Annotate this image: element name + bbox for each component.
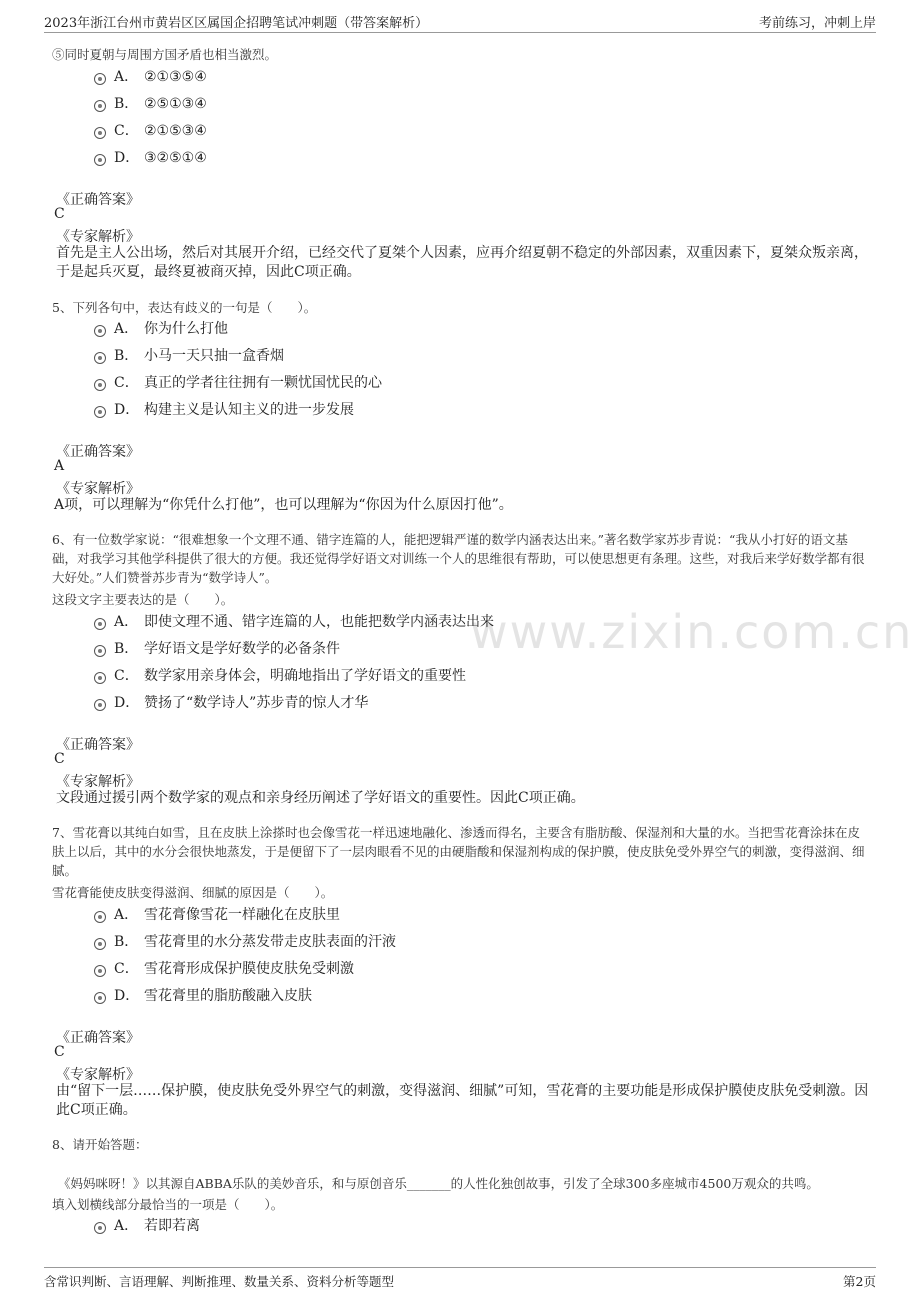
page-number: 第2页	[843, 1274, 876, 1289]
question-4-analysis-label: 《专家解析》	[56, 229, 140, 245]
document-title: 2023年浙江台州市黄岩区区属国企招聘笔试冲刺题（带答案解析）	[44, 16, 429, 31]
question-6-option-d[interactable]: D． 赞扬了“数学诗人”苏步青的惊人才华	[94, 692, 368, 712]
question-7-option-a[interactable]: A． 雪花膏像雪花一样融化在皮肤里	[94, 904, 340, 924]
page-header	[44, 8, 876, 33]
question-6-stem: 6、有一位数学家说：“很难想象一个文理不通、错字连篇的人，能把逻辑严谨的数学内涵表达出来。”著名数学家苏步青说：“我从小打好的语文基础，对我学习其他学科提供了很大的方便。我还觉得学好语文对训练一个人的思维很有帮助，可以使思想更有条理。这些，对我后来学好数学都有很大好处。”人们赞誉苏步青为“数学诗人”。	[52, 532, 865, 585]
question-4-option-c[interactable]: C． ②①⑤③④	[94, 120, 207, 140]
question-7-answer-label: 《正确答案》	[56, 1030, 140, 1046]
radio-icon[interactable]	[94, 154, 106, 166]
question-6-analysis-label: 《专家解析》	[56, 774, 140, 790]
radio-icon[interactable]	[94, 911, 106, 923]
question-5-option-a[interactable]: A． 你为什么打他	[94, 318, 228, 338]
question-5-analysis-label: 《专家解析》	[56, 481, 140, 497]
question-6-analysis: 文段通过援引两个数学家的观点和亲身经历阐述了学好语文的重要性。因此C项正确。	[56, 790, 585, 806]
radio-icon[interactable]	[94, 73, 106, 85]
question-5-analysis: A项，可以理解为“你凭什么打他”，也可以理解为“你因为什么原因打他”。	[54, 497, 513, 513]
header-slogan: 考前练习，冲刺上岸	[758, 16, 876, 31]
question-7-option-b[interactable]: B． 雪花膏里的水分蒸发带走皮肤表面的汗液	[94, 931, 396, 951]
question-6-answer-label: 《正确答案》	[56, 737, 140, 753]
question-8-question: 填入划横线部分最恰当的一项是（ ）。	[52, 1197, 284, 1212]
question-6-question: 这段文字主要表达的是（ ）。	[52, 592, 234, 607]
radio-icon[interactable]	[94, 699, 106, 711]
question-7-analysis: 由“留下一层……保护膜，使皮肤免受外界空气的刺激，变得滋润、细腻”可知，雪花膏的主要功能是形成保护膜使皮肤免受刺激。因此C项正确。	[56, 1083, 869, 1118]
question-8-stem: 8、请开始答题：	[52, 1137, 148, 1152]
question-4-option-b[interactable]: B． ②⑤①③④	[94, 93, 207, 113]
question-4-analysis: 首先是主人公出场，然后对其展开介绍，已经交代了夏桀个人因素，应再介绍夏朝不稳定的外部因素，双重因素下，夏桀众叛亲离，于是起兵灭夏，最终夏被商灭掉，因此C项正确。	[56, 245, 868, 280]
radio-icon[interactable]	[94, 992, 106, 1004]
question-7-analysis-label: 《专家解析》	[56, 1067, 140, 1083]
question-6-option-c[interactable]: C． 数学家用亲身体会，明确地指出了学好语文的重要性	[94, 665, 466, 685]
radio-icon[interactable]	[94, 938, 106, 950]
radio-icon[interactable]	[94, 965, 106, 977]
radio-icon[interactable]	[94, 100, 106, 112]
question-7-stem: 7、雪花膏以其纯白如雪，且在皮肤上涂搽时也会像雪花一样迅速地融化、渗透而得名，主要含有脂肪酸、保湿剂和大量的水。当把雪花膏涂抹在皮肤上以后，其中的水分会很快地蒸发，于是便留下了一层肉眼看不见的由硬脂酸和保湿剂构成的保护膜，使皮肤免受外界空气的刺激，变得滋润、细腻。	[52, 825, 865, 878]
radio-icon[interactable]	[94, 618, 106, 630]
question-7-question: 雪花膏能使皮肤变得滋润、细腻的原因是（ ）。	[52, 885, 334, 900]
radio-icon[interactable]	[94, 406, 106, 418]
question-4-option-a[interactable]: A． ②①③⑤④	[94, 66, 207, 86]
question-5-option-b[interactable]: B． 小马一天只抽一盒香烟	[94, 345, 284, 365]
question-7-option-d[interactable]: D． 雪花膏里的脂肪酸融入皮肤	[94, 985, 312, 1005]
watermark: www.zixin.com.cn	[470, 605, 914, 659]
radio-icon[interactable]	[94, 325, 106, 337]
question-4-option-d[interactable]: D． ③②⑤①④	[94, 147, 207, 167]
question-6-answer: C	[54, 751, 65, 767]
question-5-option-c[interactable]: C． 真正的学者往往拥有一颗忧国忧民的心	[94, 372, 382, 392]
radio-icon[interactable]	[94, 352, 106, 364]
footer-categories: 含常识判断、言语理解、判断推理、数量关系、资料分析等题型	[44, 1274, 395, 1289]
page-footer	[44, 1267, 876, 1292]
radio-icon[interactable]	[94, 645, 106, 657]
radio-icon[interactable]	[94, 672, 106, 684]
question-5-answer: A	[54, 458, 65, 474]
question-4-stem-tail: ⑤同时夏朝与周围方国矛盾也相当激烈。	[52, 47, 278, 62]
question-7-answer: C	[54, 1044, 65, 1060]
question-6-option-b[interactable]: B． 学好语文是学好数学的必备条件	[94, 638, 340, 658]
question-4-answer-label: 《正确答案》	[56, 192, 140, 208]
question-7-option-c[interactable]: C． 雪花膏形成保护膜使皮肤免受刺激	[94, 958, 354, 978]
question-4-answer: C	[54, 206, 65, 222]
question-5-stem: 5、下列各句中，表达有歧义的一句是（ ）。	[52, 300, 317, 315]
question-6-option-a[interactable]: A． 即使文理不通、错字连篇的人，也能把数学内涵表达出来	[94, 611, 494, 631]
radio-icon[interactable]	[94, 1222, 106, 1234]
question-8-passage: 《妈妈咪呀！》以其源自ABBA乐队的美妙音乐，和与原创音乐_______的人性化独创故事，引发了全球300多座城市4500万观众的共鸣。	[58, 1176, 819, 1191]
question-8-option-a[interactable]: A． 若即若离	[94, 1215, 200, 1235]
question-5-option-d[interactable]: D． 构建主义是认知主义的进一步发展	[94, 399, 354, 419]
radio-icon[interactable]	[94, 127, 106, 139]
radio-icon[interactable]	[94, 379, 106, 391]
question-5-answer-label: 《正确答案》	[56, 444, 140, 460]
